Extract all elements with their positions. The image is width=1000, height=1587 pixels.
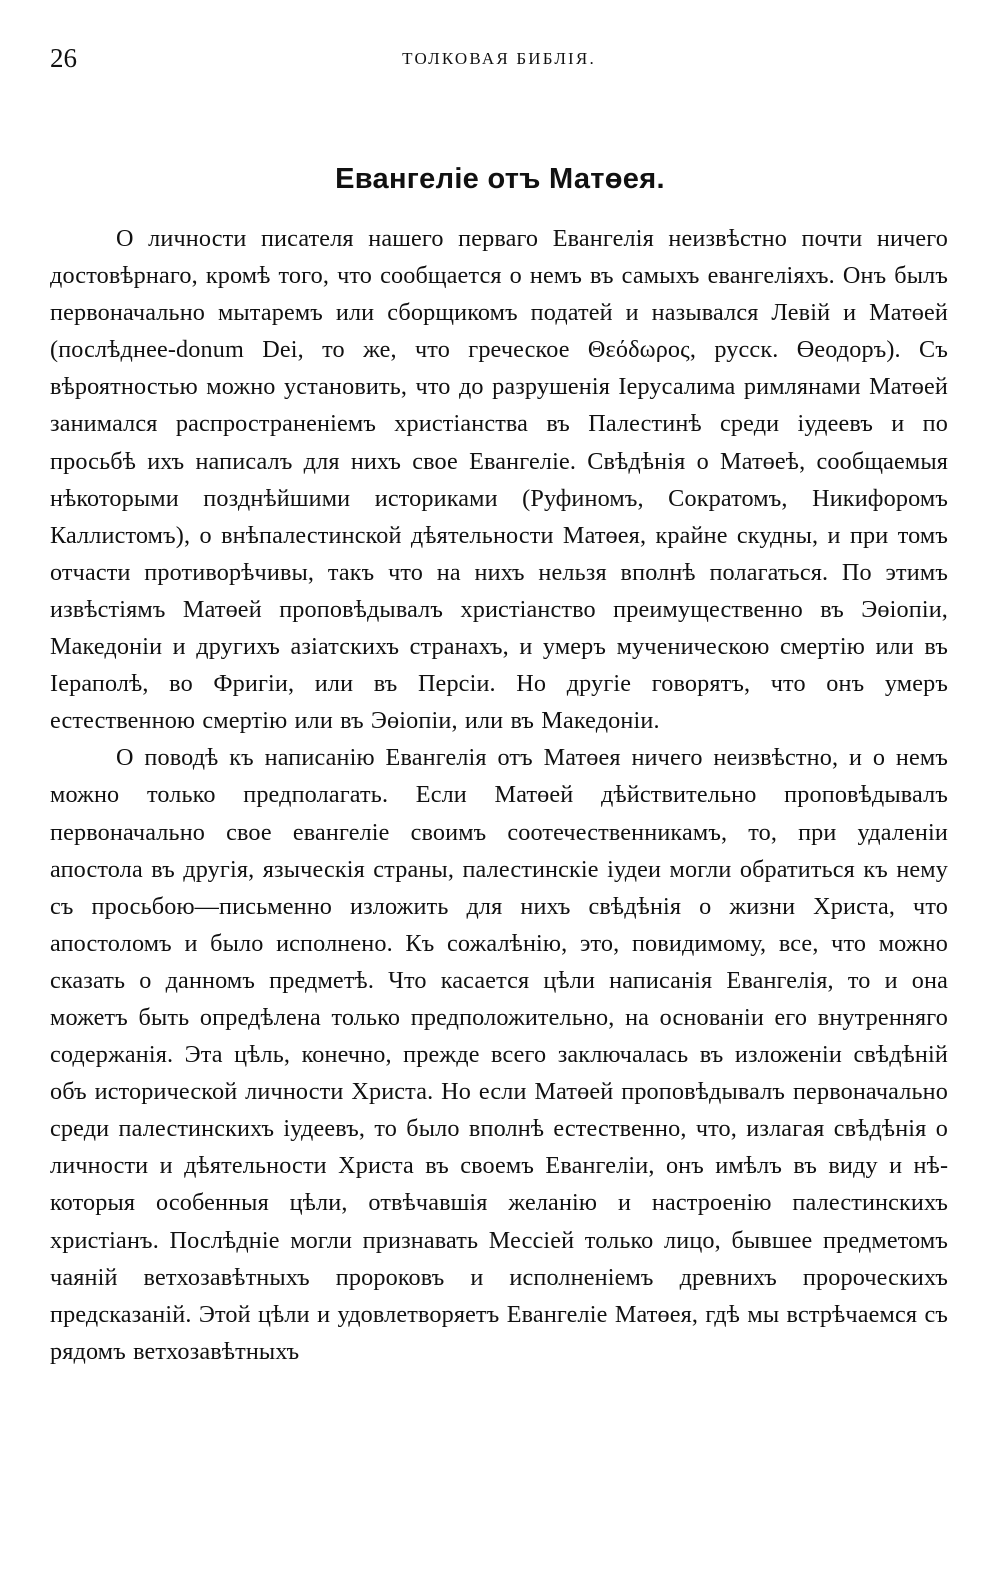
paragraph-1: О личности писателя нашего перваго Евангелія неизвѣстно почти ничего достовѣрнаго, кромѣ того, что сообщается о немъ въ самыхъ евангеліяхъ. Онъ былъ первоначально мытаремъ или сборщикомъ податей и назывался Левій и Матөей (послѣднее-donum Dei, то же, что греческое Θεόδωρος, русск. Өеодоръ). Съ вѣроятностью можно установить, что до разрушенія Іерусалима римлянами Матөей занимался распространеніемъ христіанства въ Палестинѣ среди іудеевъ и по просьбѣ ихъ написалъ для нихъ свое Евангеліе. Свѣдѣнія о Матөеѣ, сообщаемыя нѣкоторыми позднѣйшими историками (Руфиномъ, Сократомъ, Никифоромъ Каллистомъ), о внѣпалестинской дѣятельности Матөея, крайне скудны, и при томъ отчасти противорѣчивы, такъ что на нихъ нельзя вполнѣ полагаться. По этимъ извѣстіямъ Матөей проповѣдывалъ христіанство преимущественно въ Эөіопіи, Македоніи и другихъ азіатскихъ странахъ, и умеръ мученическою смертію или въ Іераполѣ, во Фригіи, или въ Персіи. Но другіе говорятъ, что онъ умеръ естественною смертію или въ Эөіопіи, или въ Македоніи. bbox=[50, 225, 948, 735]
section-title: Евангеліе отъ Матөея. bbox=[335, 163, 665, 196]
running-title: ТОЛКОВАЯ БИБЛІЯ. bbox=[402, 49, 596, 68]
running-head bbox=[50, 40, 948, 76]
paragraph-2: О поводѣ къ написанію Евангелія отъ Матөея ничего неизвѣстно, и о немъ можно только предполагать. Если Матөей дѣйствительно проповѣдывалъ первоначально свое евангеліе своимъ соотечественникамъ, то, при удаленіи апостола въ другія, языческія страны, палестинскіе іудеи могли обратиться къ нему съ просьбою—письменно изложить для нихъ свѣдѣнія о жизни Христа, что апостоломъ и было исполнено. Къ сожалѣнію, это, повидимому, все, что можно сказать о данномъ предметѣ. Что касается цѣли написанія Евангелія, то и она можетъ быть опредѣлена только предположительно, на основаніи его внутренняго содержанія. Эта цѣль, конечно, прежде всего заключалась въ изложеніи свѣдѣній объ исторической личности Христа. Но если Матөей проповѣдывалъ первоначально среди палестинскихъ іудеевъ, то было вполнѣ естественно, что, излагая свѣдѣнія о личности и дѣятельности Христа въ своемъ Евангеліи, онъ имѣлъ въ виду и нѣкоторыя особенныя цѣли, отвѣчавшія желанію и настроенію палестинскихъ христіанъ. Послѣдніе могли признавать Мессіей только лицо, бывшее предметомъ чаяній ветхозавѣтныхъ пророковъ и исполненіемъ древнихъ пророческихъ предсказаній. Этой цѣли и удовлетворяетъ Евангеліе Матөея, гдѣ мы встрѣчаемся съ рядомъ ветхозавѣтныхъ bbox=[50, 744, 948, 1365]
page-number: 26 bbox=[50, 43, 77, 73]
body-text bbox=[50, 220, 948, 1370]
